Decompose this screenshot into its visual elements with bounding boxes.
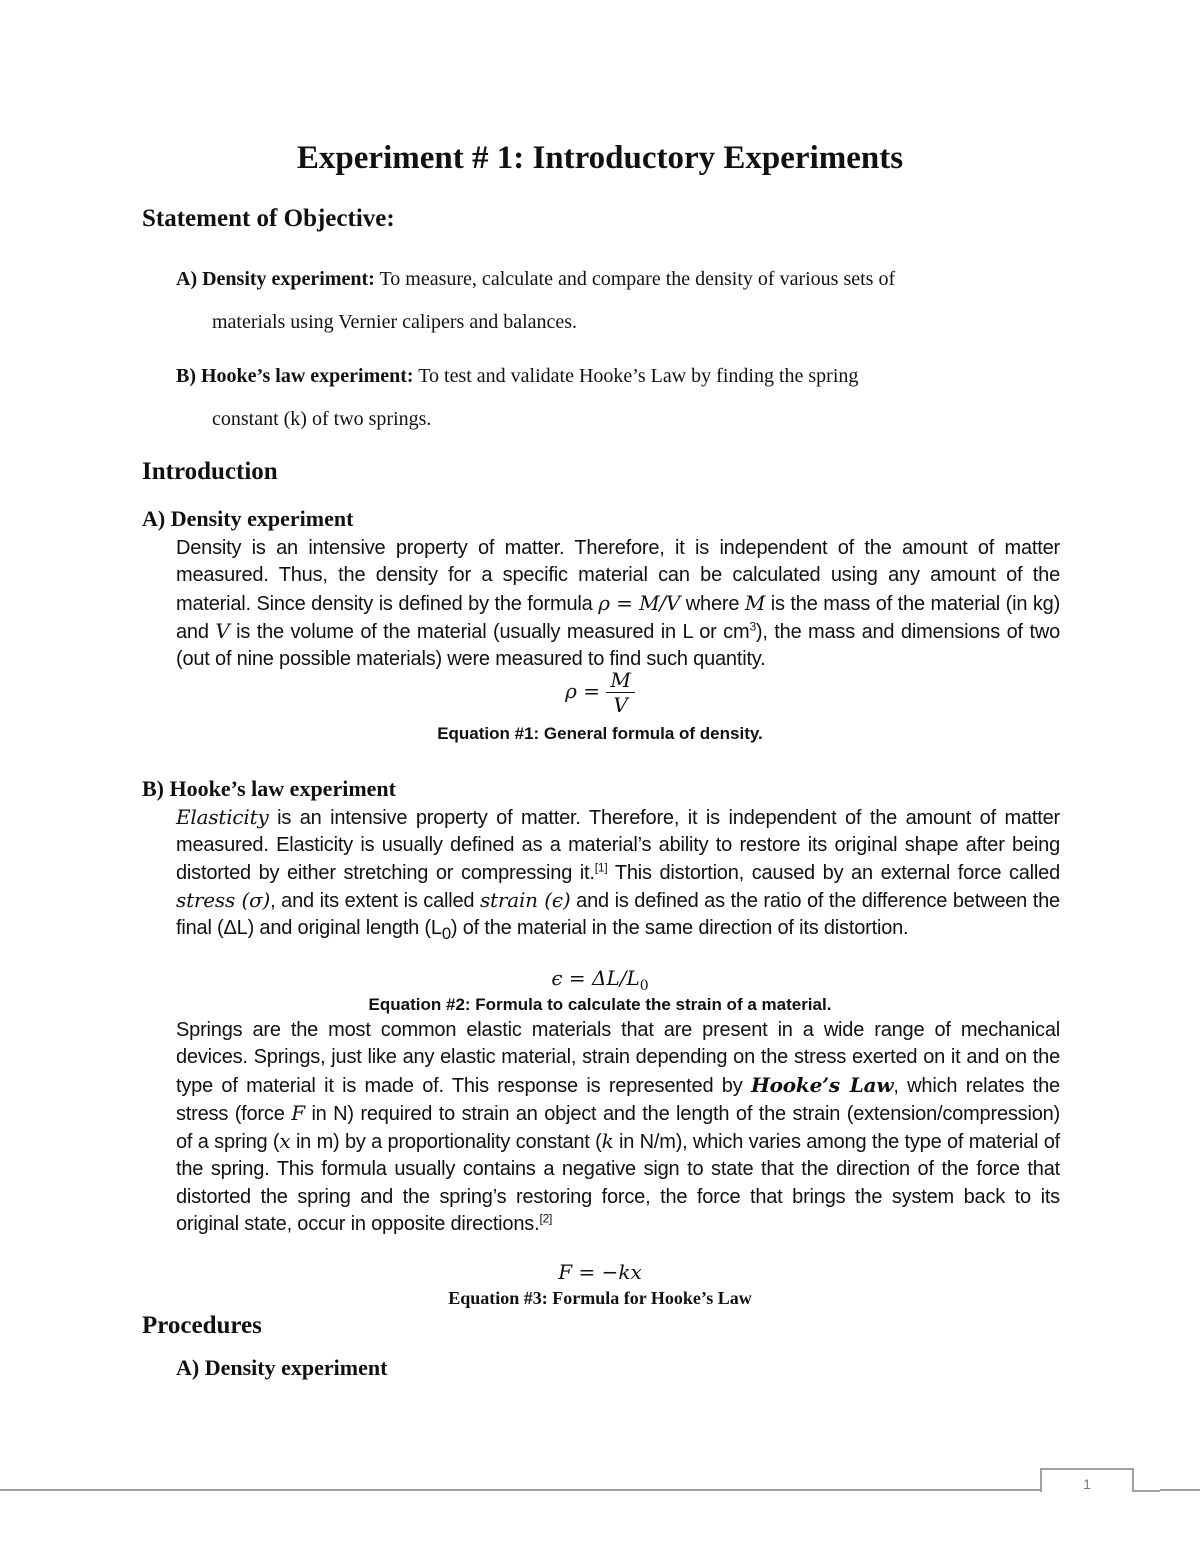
density-inline-formula: ρ = M/V [598, 590, 681, 615]
elasticity-term: Elasticity [176, 805, 269, 829]
page-number: 1 [1083, 1476, 1091, 1492]
hooke-paragraph-1 [176, 804, 1060, 947]
equation-1-lhs: ρ = [565, 679, 601, 703]
density-paragraph [176, 535, 1060, 673]
density-superscript: 3 [749, 619, 756, 634]
density-text-1: Density is an intensive property of matter. Therefore, it is independent of the amount of matter measured. Thus, the density for a specific material can be calculated using any amount of the material. Since density is defined by the formula [176, 537, 1060, 615]
procedures-heading: Procedures [142, 1312, 262, 1339]
hooke-text-2: This distortion, caused by an external force called [614, 861, 1061, 884]
strain-term: strain (ϵ) [479, 887, 571, 912]
density-text-3: is the volume of the material (usually measured in L or cm [236, 620, 750, 643]
objective-b-text: To test and validate Hooke’s Law by finding the spring [418, 365, 859, 387]
footer-rule-step [1132, 1468, 1160, 1492]
hooke-text-4: and is defined as the ratio of the difference between the final (ΔL) and original length (L [176, 889, 1060, 940]
objective-a-label: A) Density experiment: [176, 268, 375, 290]
density-var-v: V [215, 618, 230, 643]
equation-1-numerator: M [606, 668, 634, 693]
equation-1 [0, 668, 1200, 717]
equation-2-caption: Equation #2: Formula to calculate the strain of a material. [368, 995, 832, 1014]
density-text-2: is the mass of the material (in kg) and [176, 592, 1061, 643]
hooke-p2-text-2: , which relates the stress (force [176, 1074, 1060, 1125]
var-f: F [291, 1100, 305, 1125]
objective-heading: Statement of Objective: [142, 205, 395, 232]
density-var-m: M [744, 590, 766, 615]
hooke-paragraph-2 [176, 1017, 1060, 1238]
page-title: Experiment # 1: Introductory Experiments [296, 140, 904, 176]
objective-a-text: To measure, calculate and compare the density of various sets of [379, 268, 896, 290]
density-text-4: ), the mass and dimensions of two (out of nine possible materials) were measured to find such quantity. [176, 620, 1060, 671]
introduction-heading: Introduction [142, 458, 278, 485]
hookes-law-term: Hooke’s Law [750, 1072, 894, 1097]
density-text-where: where [685, 592, 740, 615]
var-k: k [601, 1129, 614, 1154]
equation-2-subscript: 0 [639, 978, 649, 994]
stress-term: stress (σ) [176, 887, 271, 912]
hooke-p2-text-1: Springs are the most common elastic materials that are present in a wide range of mechanical devices. Springs, just like any elastic material, strain depending on the stress exerted on it and on the type of material it is made of. This response is represented by [176, 1019, 1060, 1097]
equation-2 [0, 966, 1200, 994]
footer-rule-right [1160, 1489, 1200, 1491]
procedures-density-heading: A) Density experiment [176, 1355, 388, 1380]
intro-density-heading: A) Density experiment [142, 506, 354, 531]
reference-2: [2] [539, 1211, 553, 1226]
hooke-text-1: is an intensive property of matter. Therefore, it is independent of the amount of matter measured. Elasticity is usually defined as a material’s ability to restore its original shape after being distorted by either stretching or compressing it. [176, 807, 1060, 884]
footer-rule-left [0, 1489, 1040, 1491]
equation-3: F = −kx [558, 1260, 642, 1284]
page-number-box [1040, 1468, 1134, 1492]
objective-b-label: B) Hooke’s law experiment: [176, 365, 414, 387]
hooke-subscript: 0 [441, 924, 451, 944]
objective-a-text2: materials using Vernier calipers and balances. [212, 311, 578, 333]
hooke-text-5: ) of the material in the same direction of its distortion. [450, 917, 909, 940]
objective-item-b [176, 355, 1060, 441]
reference-1: [1] [594, 859, 608, 874]
equation-1-caption: Equation #1: General formula of density. [437, 724, 763, 743]
equation-3-caption: Equation #3: Formula for Hooke’s Law [448, 1288, 752, 1308]
hooke-p2-text-4: in m) by a proportionality constant ( [295, 1131, 602, 1154]
objective-b-text2: constant (k) of two springs. [212, 408, 432, 430]
equation-2-body: ϵ = ΔL/L [551, 966, 640, 990]
hooke-p2-text-3: in N) required to strain an object and the length of the strain (extension/compression) of a spring ( [176, 1102, 1061, 1154]
equation-1-denominator: V [613, 693, 628, 717]
hooke-p2-text-5: in N/m), which varies among the type of material of the spring. This formula usually contains a negative sign to state that the direction of the force that distorted the spring and the spring’s restoring force, the force that brings the system back to its original state, occur in opposite directions. [176, 1131, 1061, 1236]
intro-hooke-heading: B) Hooke’s law experiment [142, 776, 396, 801]
hooke-text-3: , and its extent is called [270, 889, 475, 912]
objective-item-a [176, 258, 1060, 344]
var-x: x [279, 1129, 291, 1154]
equation-1-fraction [606, 668, 634, 717]
